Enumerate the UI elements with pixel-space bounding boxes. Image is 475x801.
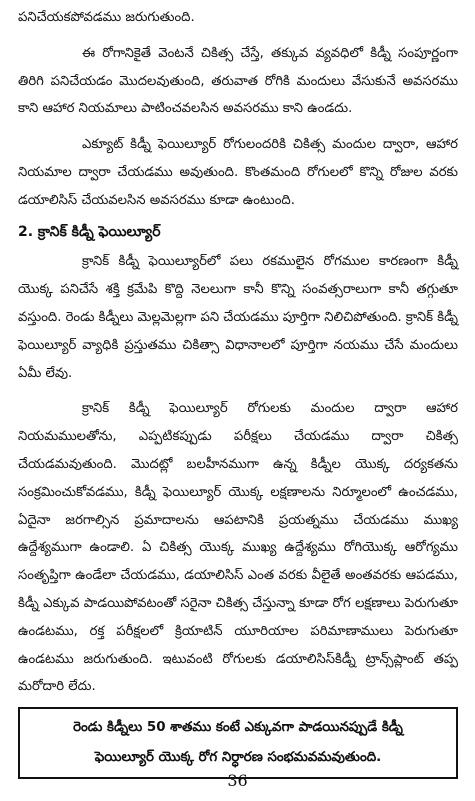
page-number: 36 [227, 771, 248, 790]
spacer [18, 387, 458, 395]
paragraph-chronic-definition: క్రానిక్ కిడ్నీ ఫెయిల్యూర్‌లో పలు రకములైన రోగముల కారణంగా కిడ్నీ యొక్క పనిచేసే శక్తి క్రమేపి కొద్ది నెలలుగా కానీ కొన్ని సంవత్సరాలుగా కానీ తగ్గుతూ వస్తుంది. రెండు కిడ్నీలు మెల్లమెల్లగా పని చేయడము పూర్తిగా నిలిచిపోతుంది. క్రానిక్ కిడ్నీ ఫెయిల్యూర్ వ్యాధికి ప్రస్తుతము చికిత్సా విధానాలలో పూర్తిగా నయము చేసే మందులు ఏమీ లేవు. [18, 254, 458, 381]
spacer [18, 123, 458, 131]
callout-box [18, 707, 458, 779]
paragraph-acute-dialysis: ఎక్యూట్ కిడ్నీ ఫెయిల్యూర్ రోగులందరికి చికిత్స మందుల ద్వారా, ఆహార నియమాల ద్వారా చేయడము అవుతుంది. కొంతమంది రోగులలో కొన్ని రోజుల వరకు డయాలిసిస్ చేయవలసిన అవసరము కూడా ఉంటుంది. [18, 137, 458, 208]
paragraph-continuation: పనిచేయకపోవడము జరుగుతుంది. [18, 10, 195, 25]
section-heading: 2. క్రానిక్ కిడ్నీ ఫెయిల్యూర్ [18, 223, 161, 240]
callout-line-1: రెండు కిడ్నీలు 50 శాతము కంటే ఎక్కువగా పాడయినప్పుడే కిడ్నీ [73, 720, 403, 736]
document-page [18, 4, 458, 779]
callout-line-2: ఫెయిల్యూర్ యొక్క రోగ నిర్ధారణ సంభమవమవుతుంది. [94, 750, 382, 766]
paragraph-acute-treatment: ఈ రోగానికైతే వెంటనే చికిత్స చేస్తే, తక్కువ వ్యవధిలో కిడ్నీ సంపూర్ణంగా తిరిగి పనిచేయడం మొదలవుతుంది, తరువాత రోగికి మందులు వేసుకునే అవసరము కాని ఆహార నియమాలు పాటించవలసిన అవసరము కాని ఉండదు. [18, 45, 458, 117]
spacer [18, 32, 458, 40]
paragraph-chronic-treatment: క్రానిక్ కిడ్నీ ఫెయిల్యూర్ రోగులకు మందుల ద్వారా ఆహార నియమములతోను, ఎప్పటికప్పుడు పరీక్షలు చేయడము ద్వారా చికిత్స చేయడమవుతుంది. మొదట్లో బలహీనముగా ఉన్న కిడ్నీల యొక్క దర్యకతను సంక్రమించుకోవడము, కిడ్నీ ఫెయిల్యూర్ యొక్క లక్షణాలను నిర్మూలంలో ఉంచడము, ఏదైనా జరగాల్సిన ప్రమాదాలను ఆపటానికి ప్రయత్నము చేయడము ముఖ్య ఉద్దేశ్యముగా ఉండాలి. ఏ చికిత్స యొక్క ముఖ్య ఉద్దేశ్యము రోగియొక్క ఆరోగ్యము సంతృప్తిగా ఉండేలా చేయడము, డయాలిసిస్ ఎంత వరకు వీలైతే అంతవరకు ఆపడము, కిడ్నీ ఎక్కువ పాడయిపోవటంతో సరైనా చికిత్స చేస్తున్నా కూడా రోగ లక్షణాలు పెరుగుతూ ఉండటము, రక్త పరీక్షలలో క్రియాటిన్ యూరియాల పరిమాణాములు పెరుగుతూ ఉండటము జరుగుతుంది. ఇటువంటి రోగులకు డయాలిసిస్‌కిడ్నీ ట్రాన్స్‌ప్లాంట్ తప్ప మరోదారి లేదు. [18, 401, 458, 695]
